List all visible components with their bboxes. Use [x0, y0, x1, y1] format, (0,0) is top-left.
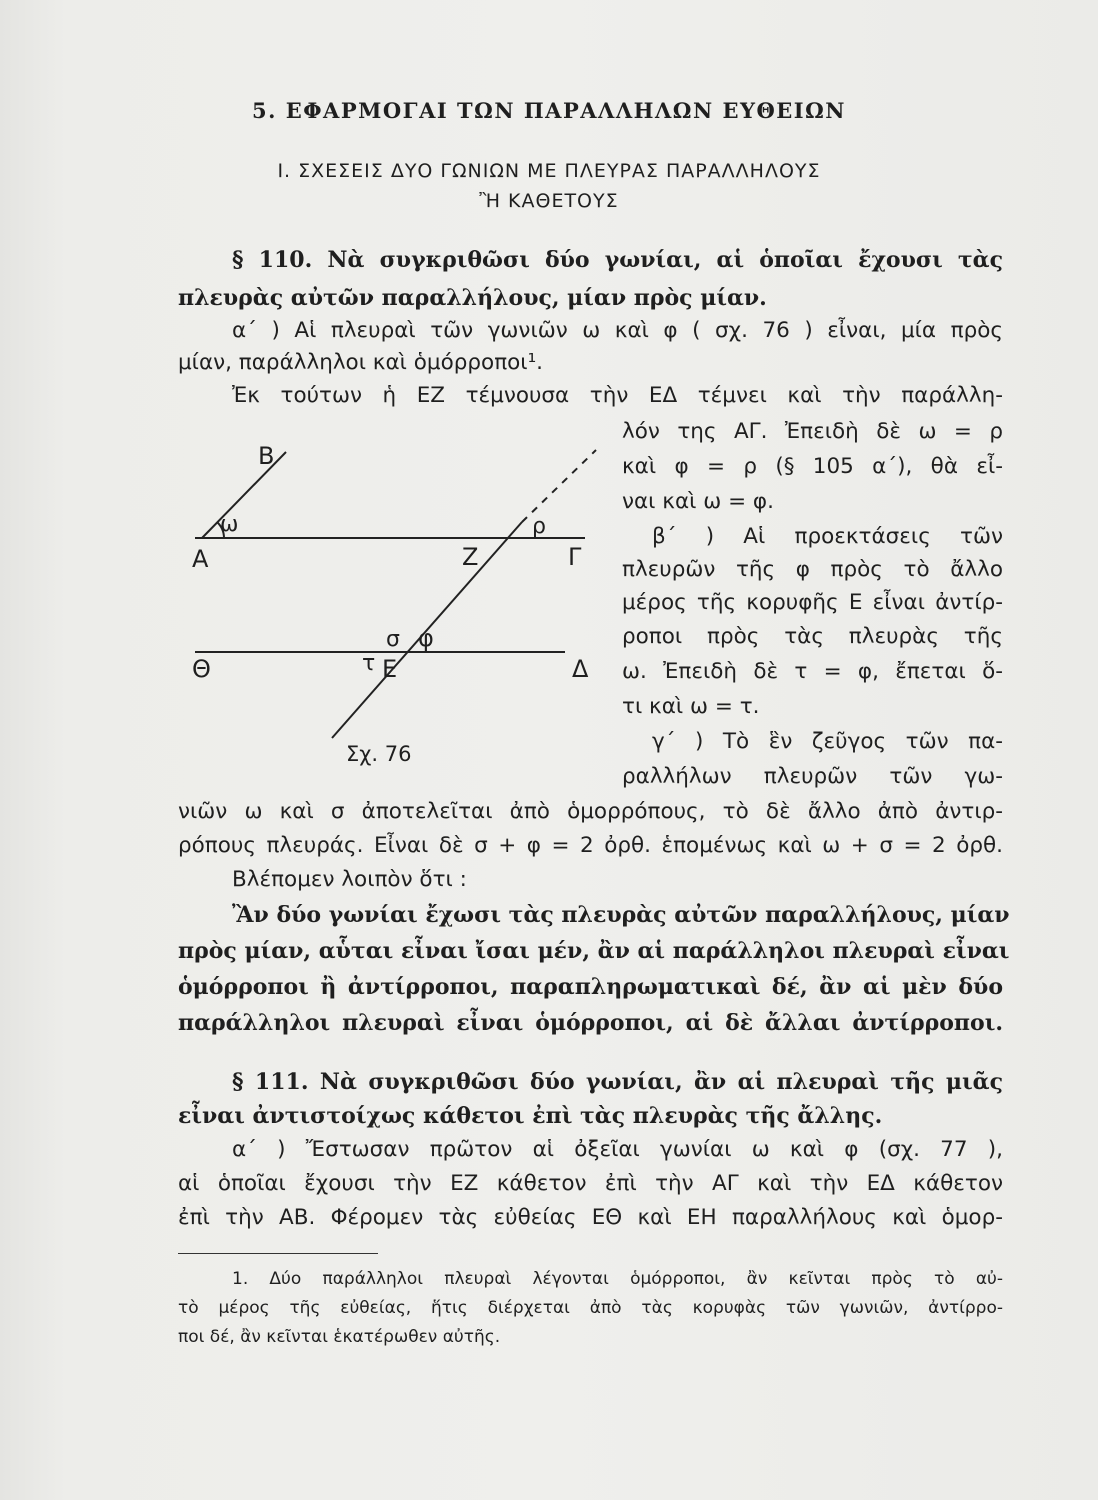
paragraph-a-line2: μίαν, παράλληλοι καὶ ὁμόρροποι¹. [178, 350, 544, 375]
label-tau: τ [362, 651, 376, 676]
label-sigma: σ [386, 627, 400, 652]
label-A: Α [192, 545, 209, 573]
paragraph-ek-line4: ναι καὶ ω = φ. [622, 489, 774, 514]
label-B: Β [258, 442, 275, 470]
label-Gamma: Γ [568, 543, 582, 571]
label-omega: ω [220, 512, 239, 537]
paragraph-b-line6: τι καὶ ω = τ. [622, 694, 760, 719]
paragraph-111-heading-line2: εἶναι ἀντιστοίχως κάθετοι ἐπὶ τὰς πλευρὰς τῆς ἄλλης. [178, 1103, 883, 1129]
paragraph-ek-line2: λόν της ΑΓ. Ἐπειδὴ δὲ ω = ρ [622, 419, 1003, 444]
paragraph-b-line2: πλευρῶν τῆς φ πρὸς τὸ ἄλλο [622, 557, 1003, 582]
figure-caption: Σχ. 76 [346, 742, 412, 766]
paragraph-ek-line3: καὶ φ = ρ (§ 105 α΄), θὰ εἶ- [622, 454, 1003, 479]
theorem-line3: ὁμόρροποι ἢ ἀντίρροποι, παραπληρωματικαὶ δέ, ἂν αἱ μὲν δύο [178, 974, 1003, 1000]
paragraph-b-line1: β΄ ) Αἱ προεκτάσεις τῶν [652, 524, 1003, 549]
section-title: Ι. ΣΧΕΣΕΙΣ ΔΥΟ ΓΩΝΙΩΝ ΜΕ ΠΛΕΥΡΑΣ ΠΑΡΑΛΛΗΛΟΥΣ [277, 160, 821, 182]
paragraph-c-line4: ρόπους πλευράς. Εἶναι δὲ σ + φ = 2 ὀρθ. ἑπομένως καὶ ω + σ = 2 ὀρθ. [178, 833, 1003, 858]
paragraph-110-heading-line2: πλευρὰς αὐτῶν παραλλήλους, μίαν πρὸς μίαν. [178, 285, 767, 311]
paragraph-111-heading: § 111. Νὰ συγκριθῶσι δύο γωνίαι, ἂν αἱ πλευραὶ τῆς μιᾶς [232, 1069, 1003, 1095]
section-title-continued: Ἢ ΚΑΘΕΤΟΥΣ [479, 190, 619, 212]
label-Delta: Δ [572, 655, 589, 683]
footnote-line2: τὸ μέρος τῆς εὐθείας, ἥτις διέρχεται ἀπὸ τὰς κορυφὰς τῶν γωνιῶν, ἀντίρρο- [178, 1298, 1003, 1318]
paragraph-c-line1: γ΄ ) Τὸ ἓν ζεῦγος τῶν πα- [652, 729, 1003, 754]
paragraph-c-line3: νιῶν ω καὶ σ ἀποτελεῖται ἀπὸ ὁμορρόπους, τὸ δὲ ἄλλο ἀπὸ ἀντιρ- [178, 799, 1003, 824]
theorem-line1: Ἂν δύο γωνίαι ἔχωσι τὰς πλευρὰς αὐτῶν παραλλήλους, μίαν [232, 902, 1010, 928]
label-Z: Ζ [462, 543, 479, 571]
line-extension-dashed [522, 450, 596, 522]
label-Theta: Θ [192, 655, 211, 683]
label-phi: φ [418, 624, 434, 652]
theorem-line4: παράλληλοι πλευραὶ εἶναι ὁμόρροποι, αἱ δὲ ἄλλαι ἀντίρροποι. [178, 1010, 1003, 1036]
paragraph-b-line5: ω. Ἐπειδὴ δὲ τ = φ, ἔπεται ὅ- [622, 659, 1003, 684]
paragraph-a-line1: α΄ ) Αἱ πλευραὶ τῶν γωνιῶν ω καὶ φ ( σχ. 76 ) εἶναι, μία πρὸς [232, 318, 1003, 343]
paragraph-111-a-line3: ἐπὶ τὴν ΑΒ. Φέρομεν τὰς εὐθείας ΕΘ καὶ ΕΗ παραλλήλους καὶ ὁμορ- [178, 1205, 1003, 1230]
paragraph-110-heading: § 110. Νὰ συγκριθῶσι δύο γωνίαι, αἱ ὁποῖαι ἔχουσι τὰς [232, 247, 1003, 273]
paragraph-b-line4: ροποι πρὸς τὰς πλευρὰς τῆς [622, 624, 1003, 649]
footnote-rule [178, 1253, 378, 1254]
figure-76 [190, 440, 620, 780]
theorem-line2: πρὸς μίαν, αὗται εἶναι ἴσαι μέν, ἂν αἱ παράλληλοι πλευραὶ εἶναι [178, 938, 1010, 964]
label-E: Ε [382, 655, 398, 683]
paragraph-c-line2: ραλλήλων πλευρῶν τῶν γω- [622, 764, 1003, 789]
paragraph-ek-line1: Ἐκ τούτων ἡ ΕΖ τέμνουσα τὴν ΕΔ τέμνει καὶ τὴν παράλλη- [232, 383, 1003, 408]
paragraph-111-a-line1: α΄ ) Ἔστωσαν πρῶτον αἱ ὀξεῖαι γωνίαι ω καὶ φ (σχ. 77 ), [232, 1137, 1003, 1162]
label-rho: ρ [532, 514, 546, 539]
paragraph-111-a-line2: αἱ ὁποῖαι ἔχουσι τὴν ΕΖ κάθετον ἐπὶ τὴν ΑΓ καὶ τὴν ΕΔ κάθετον [178, 1171, 1003, 1196]
paragraph-b-line3: μέρος τῆς κορυφῆς Ε εἶναι ἀντίρ- [622, 590, 1003, 615]
chapter-title: 5. ΕΦΑΡΜΟΓΑΙ ΤΩΝ ΠΑΡΑΛΛΗΛΩΝ ΕΥΘΕΙΩΝ [252, 98, 846, 123]
paragraph-c-line5: Βλέπομεν λοιπὸν ὅτι : [232, 867, 467, 892]
footnote-line3: ποι δέ, ἂν κεῖνται ἑκατέρωθεν αὐτῆς. [178, 1327, 501, 1347]
footnote-line1: 1. Δύο παράλληλοι πλευραὶ λέγονται ὁμόρροποι, ἂν κεῖνται πρὸς τὸ αὐ- [232, 1269, 1003, 1289]
